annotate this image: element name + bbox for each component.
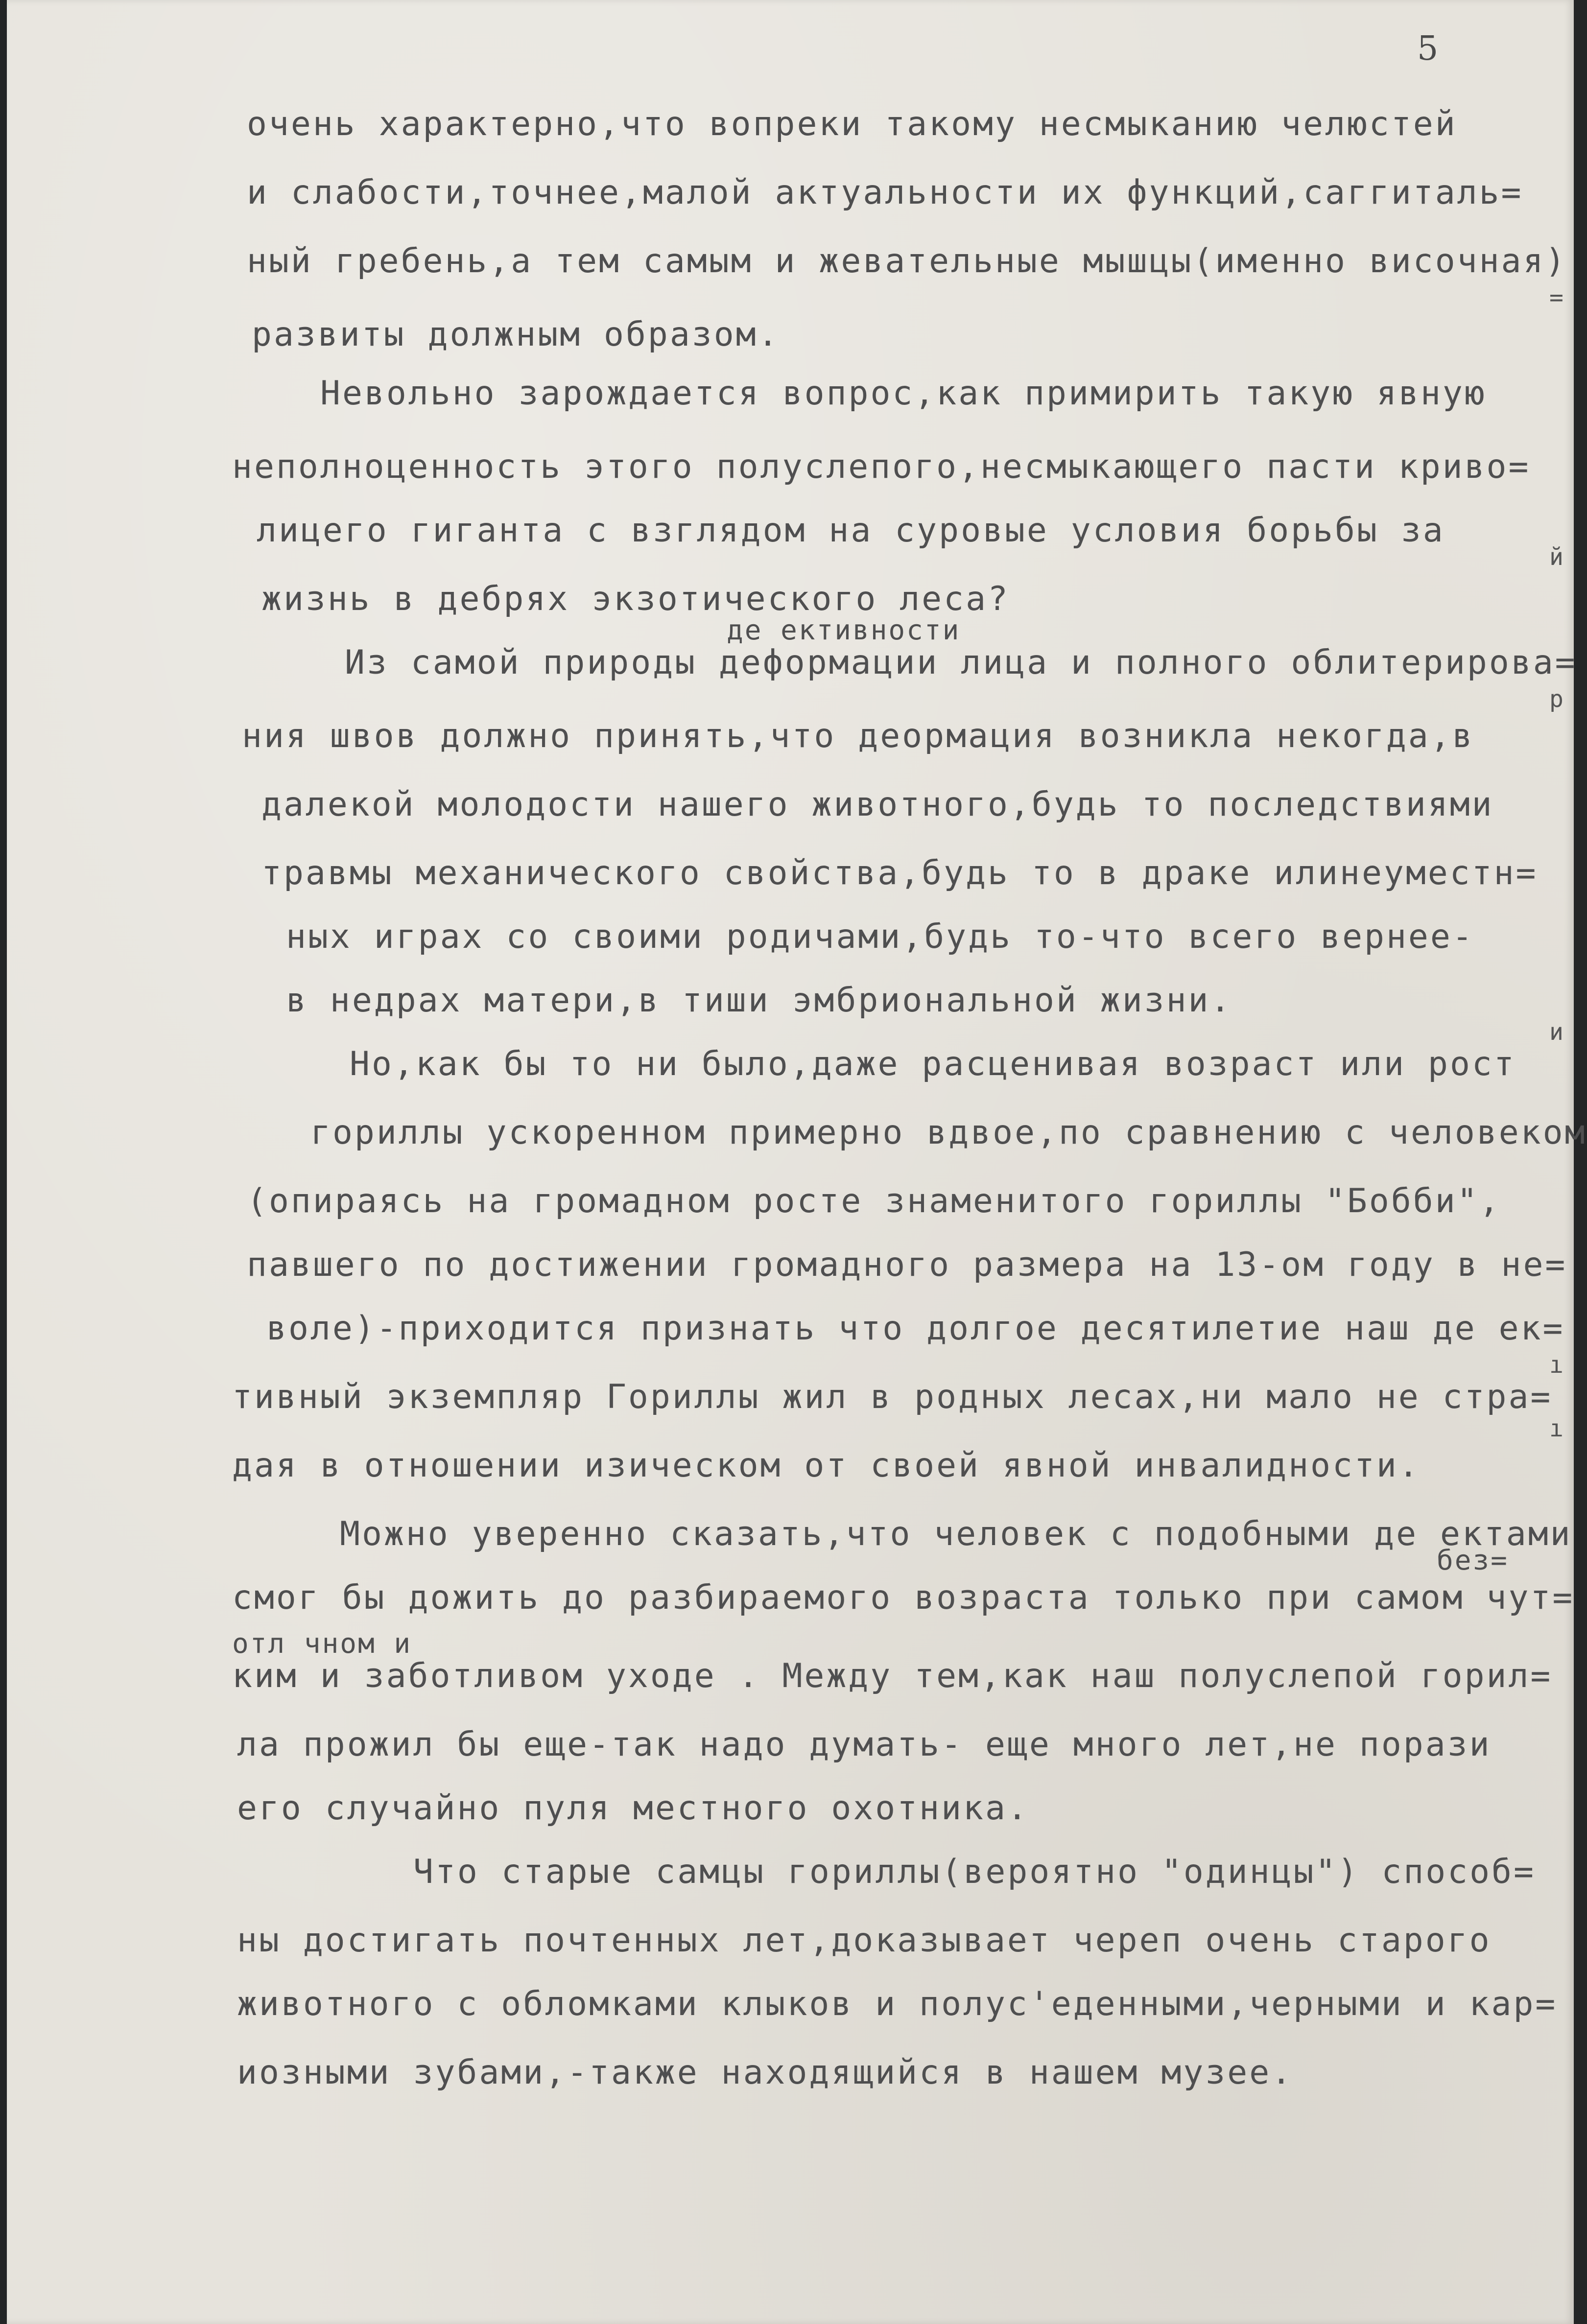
text-line: далекой молодости нашего животного,будь то последствиями (261, 785, 1494, 824)
margin-mark: ı (1549, 1415, 1563, 1442)
text-line: павшего по достижении громадного размера на 13-ом году в не= (247, 1245, 1567, 1284)
text-line: его случайно пуля местного охотника. (237, 1789, 1029, 1828)
margin-mark: ı (1549, 1351, 1563, 1379)
text-line: воле)-приходится признать что долгое десятилетие наш де ек= (266, 1309, 1565, 1348)
text-line: Но,как бы то ни было,даже расценивая возраст или рост (350, 1045, 1516, 1083)
text-line: очень характерно,что вопреки такому несмыканию челюстей (247, 105, 1457, 143)
text-line: Можно уверенно сказать,что человек с подобными де ектами (340, 1515, 1572, 1553)
interlinear-insert: отл чном и (232, 1628, 412, 1660)
text-line: развиты должным образом. (252, 315, 780, 354)
text-line: ный гребень,а тем самым и жевательные мышцы(именно височная) (247, 242, 1567, 281)
page-body (7, 0, 1587, 2324)
text-line: и слабости,точнее,малой актуальности их функций,саггиталь= (247, 173, 1523, 212)
text-line: в недрах матери,в тиши эмбриональной жизни. (286, 981, 1232, 1020)
margin-mark: и (1549, 1018, 1563, 1046)
text-line: смог бы дожить до разбираемого возраста только при самом чут= (232, 1578, 1575, 1617)
text-line: ла прожил бы еще-так надо думать- еще много лет,не порази (237, 1725, 1492, 1764)
text-line: дая в отношении изическом от своей явной инвалидности. (232, 1446, 1421, 1485)
margin-mark: р (1549, 685, 1563, 713)
text-line: жизнь в дебрях экзотического леса? (261, 580, 1010, 618)
text-line: Из самой природы деформации лица и полного облитерирова= (345, 643, 1577, 682)
page-number: 5 (1417, 29, 1439, 68)
margin-mark: й (1549, 543, 1563, 571)
text-line: неполноценность этого полуслепого,несмыкающего пасти криво= (232, 447, 1531, 486)
text-line: ных играх со своими родичами,будь то-что всего вернее- (286, 917, 1474, 956)
text-line: ния швов должно принять,что деормация возникла некогда,в (242, 717, 1474, 755)
interlinear-insert: де ективности (727, 614, 961, 646)
text-line: иозными зубами,-также находящийся в нашем музее. (237, 2053, 1294, 2092)
text-line: гориллы ускоренном примерно вдвое,по сравнению с человеком (310, 1113, 1587, 1152)
text-line: (опираясь на громадном росте знаменитого гориллы "Бобби", (247, 1182, 1501, 1221)
text-line: ким и заботливом уходе . Между тем,как наш полуслепой горил= (232, 1657, 1553, 1695)
text-line: тивный экземпляр Гориллы жил в родных лесах,ни мало не стра= (232, 1378, 1553, 1416)
text-line: ны достигать почтенных лет,доказывает череп очень старого (237, 1921, 1492, 1960)
text-line: лицего гиганта с взглядом на суровые условия борьбы за (257, 511, 1445, 550)
typewritten-page (7, 0, 1587, 2324)
text-line: Невольно зарождается вопрос,как примирить такую явную (320, 374, 1487, 413)
interlinear-insert: без= (1437, 1545, 1509, 1576)
text-line: Что старые самцы гориллы(вероятно "одинцы") способ= (413, 1853, 1536, 1891)
margin-mark: = (1549, 284, 1563, 311)
text-line: животного с обломками клыков и полус'еденными,черными и кар= (237, 1985, 1558, 2023)
text-line: травмы механического свойства,будь то в драке илинеуместн= (261, 854, 1538, 892)
